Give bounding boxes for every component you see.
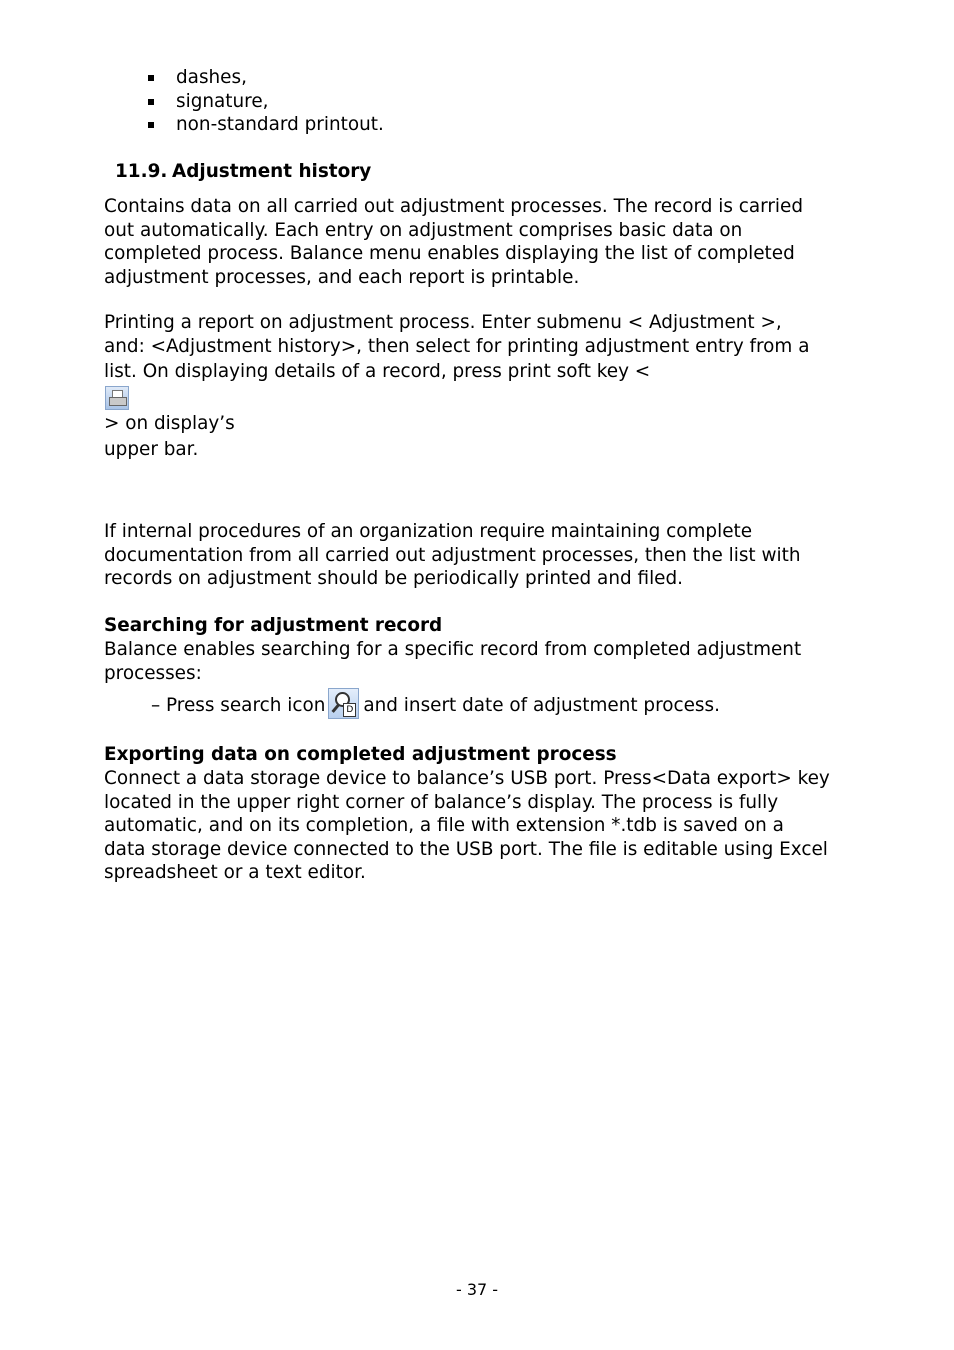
paragraph-line: processes:	[104, 662, 202, 684]
paragraph-line: records on adjustment should be periodically printed and filed.	[104, 568, 684, 589]
bullet-item	[145, 66, 384, 90]
paragraph-line: data storage device connected to the USB port. The file is editable using Excel	[104, 838, 828, 860]
paragraph-line: completed process. Balance menu enables displaying the list of completed	[104, 243, 795, 264]
date-letter: D	[343, 703, 356, 717]
bullet-item	[145, 90, 384, 114]
section-heading	[115, 160, 371, 184]
searching-paragraph	[104, 638, 874, 685]
bullet-text: dashes,	[176, 67, 247, 88]
bullet-text: signature,	[176, 90, 269, 112]
paragraph-line: upper bar.	[104, 439, 199, 460]
exporting-paragraph	[104, 767, 874, 885]
step-text: – Press search icon	[151, 695, 326, 716]
paragraph-text: > on display’s	[104, 413, 235, 434]
paragraph-line: Contains data on all carried out adjustment processes. The record is carried	[104, 196, 804, 217]
step-text: and insert date of adjustment process.	[363, 695, 720, 716]
paragraph-line: out automatically. Each entry on adjustment comprises basic data on	[104, 219, 743, 241]
searching-subheading: Searching for adjustment record	[104, 615, 443, 636]
internal-procedures-paragraph	[104, 520, 874, 591]
paragraph-line: automatic, and on its completion, a file with extension *.tdb is saved on a	[104, 815, 784, 836]
paragraph-line: spreadsheet or a text editor.	[104, 862, 366, 883]
section-number: 11.9.	[115, 161, 168, 182]
printing-paragraph	[104, 311, 874, 462]
square-bullet-icon	[148, 75, 154, 81]
print-icon[interactable]	[105, 386, 129, 410]
section-title: Adjustment history	[172, 161, 372, 182]
paragraph-line: Printing a report on adjustment process. Enter submenu < Adjustment >,	[104, 312, 782, 333]
paragraph-line: adjustment processes, and each report is printable.	[104, 266, 580, 288]
search-step	[151, 686, 720, 726]
square-bullet-icon	[148, 122, 154, 128]
paragraph-line: documentation from all carried out adjustment processes, then the list with	[104, 544, 801, 566]
search-icon[interactable]	[328, 688, 359, 719]
intro-paragraph	[104, 195, 874, 289]
paragraph-line: located in the upper right corner of balance’s display. The process is fully	[104, 791, 779, 813]
square-bullet-icon	[148, 99, 154, 105]
paragraph-line	[104, 358, 874, 438]
bullet-item	[145, 113, 384, 137]
paragraph-line: Balance enables searching for a specific record from completed adjustment	[104, 639, 802, 660]
paragraph-line: Connect a data storage device to balance’s USB port. Press<Data export> key	[104, 768, 830, 789]
bullet-list	[145, 66, 384, 137]
exporting-subheading: Exporting data on completed adjustment process	[104, 744, 617, 765]
paragraph-line: and: <Adjustment history>, then select for printing adjustment entry from a	[104, 335, 810, 357]
page-number: - 37 -	[455, 1280, 499, 1299]
bullet-text: non-standard printout.	[176, 114, 384, 135]
paragraph-line: If internal procedures of an organization require maintaining complete	[104, 521, 753, 542]
paragraph-text: list. On displaying details of a record, press print soft key <	[104, 361, 651, 382]
